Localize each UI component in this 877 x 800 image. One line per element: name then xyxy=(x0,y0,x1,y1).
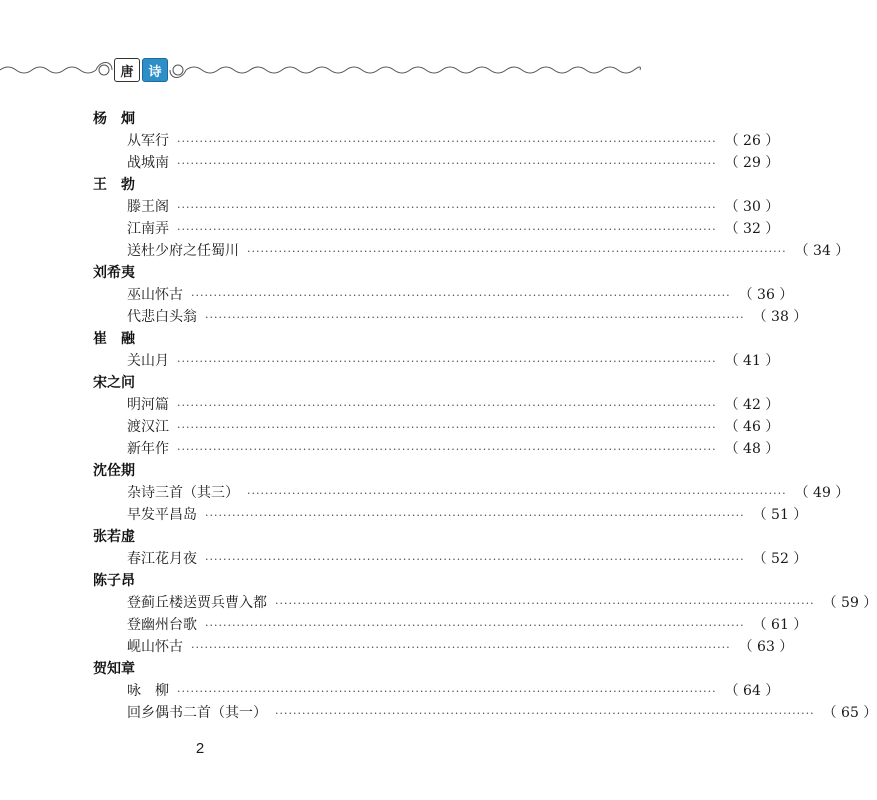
toc-entry[interactable] xyxy=(93,350,780,372)
toc-entry[interactable] xyxy=(93,592,877,614)
toc-leader-dots: ························································································································ xyxy=(275,707,815,720)
toc-leader-dots: ························································································································ xyxy=(177,399,717,412)
toc-entry-page: （ 63 ） xyxy=(738,639,794,655)
toc-entry-title: 登蓟丘楼送贾兵曹入都 xyxy=(127,595,267,611)
toc-entry-title: 回乡偶书二首（其一） xyxy=(127,705,267,721)
toc-entry-page: （ 61 ） xyxy=(752,617,808,633)
toc-entry[interactable] xyxy=(93,218,780,240)
toc-entry[interactable] xyxy=(93,548,808,570)
toc-leader-dots: ························································································································ xyxy=(177,201,717,214)
toc-author: 杨 炯 xyxy=(93,111,135,127)
table-of-contents xyxy=(93,108,877,724)
toc-entry[interactable] xyxy=(93,438,780,460)
toc-entry[interactable] xyxy=(93,152,780,174)
toc-entry[interactable] xyxy=(93,284,794,306)
toc-leader-dots: ························································································································ xyxy=(205,311,745,324)
toc-author: 王 勃 xyxy=(93,177,135,193)
page-number: 2 xyxy=(195,740,205,757)
toc-entry-page: （ 51 ） xyxy=(752,507,808,523)
toc-author: 崔 融 xyxy=(93,331,135,347)
toc-entry[interactable] xyxy=(93,504,808,526)
page-header-ornament xyxy=(0,52,640,88)
toc-entry[interactable] xyxy=(93,702,877,724)
toc-entry-title: 滕王阁 xyxy=(127,199,169,215)
toc-leader-dots: ························································································································ xyxy=(205,509,745,522)
toc-entry-title: 明河篇 xyxy=(127,397,169,413)
toc-entry-page: （ 59 ） xyxy=(822,595,877,611)
toc-leader-dots: ························································································································ xyxy=(191,289,731,302)
toc-entry-title: 渡汉江 xyxy=(127,419,169,435)
toc-entry-page: （ 26 ） xyxy=(724,133,780,149)
toc-author: 刘希夷 xyxy=(93,265,135,281)
toc-entry-title: 从军行 xyxy=(127,133,169,149)
toc-entry-page: （ 49 ） xyxy=(794,485,850,501)
toc-leader-dots: ························································································································ xyxy=(191,641,731,654)
toc-entry-page: （ 65 ） xyxy=(822,705,877,721)
toc-entry[interactable] xyxy=(93,394,780,416)
toc-leader-dots: ························································································································ xyxy=(177,421,717,434)
toc-entry-page: （ 46 ） xyxy=(724,419,780,435)
toc-author: 宋之问 xyxy=(93,375,135,391)
toc-entry-title: 关山月 xyxy=(127,353,169,369)
toc-leader-dots: ························································································································ xyxy=(275,597,815,610)
toc-author: 沈佺期 xyxy=(93,463,135,479)
toc-entry-title: 咏 柳 xyxy=(127,683,169,699)
toc-entry[interactable] xyxy=(93,680,780,702)
toc-entry-page: （ 52 ） xyxy=(752,551,808,567)
toc-entry-title: 登幽州台歌 xyxy=(127,617,197,633)
toc-entry-title: 巫山怀古 xyxy=(127,287,183,303)
toc-entry[interactable] xyxy=(93,636,794,658)
toc-leader-dots: ························································································································ xyxy=(177,157,717,170)
toc-entry-page: （ 32 ） xyxy=(724,221,780,237)
toc-leader-dots: ························································································································ xyxy=(205,553,745,566)
toc-entry[interactable] xyxy=(93,306,808,328)
toc-entry-title: 战城南 xyxy=(127,155,169,171)
tang-badge: 唐 xyxy=(114,58,140,82)
toc-leader-dots: ························································································································ xyxy=(177,443,717,456)
toc-leader-dots: ························································································································ xyxy=(177,685,717,698)
toc-entry[interactable] xyxy=(93,482,850,504)
toc-entry-page: （ 38 ） xyxy=(752,309,808,325)
ornament-line-icon xyxy=(0,52,640,88)
toc-entry[interactable] xyxy=(93,614,808,636)
toc-leader-dots: ························································································································ xyxy=(177,355,717,368)
toc-entry-page: （ 34 ） xyxy=(794,243,850,259)
toc-entry-page: （ 30 ） xyxy=(724,199,780,215)
toc-entry-page: （ 64 ） xyxy=(724,683,780,699)
toc-entry-title: 送杜少府之任蜀川 xyxy=(127,243,239,259)
toc-entry-page: （ 48 ） xyxy=(724,441,780,457)
toc-author: 贺知章 xyxy=(93,661,135,677)
toc-entry-title: 春江花月夜 xyxy=(127,551,197,567)
shi-badge: 诗 xyxy=(142,58,168,82)
toc-leader-dots: ························································································································ xyxy=(177,223,717,236)
toc-entry[interactable] xyxy=(93,196,780,218)
toc-entry-title: 新年作 xyxy=(127,441,169,457)
toc-entry-page: （ 41 ） xyxy=(724,353,780,369)
toc-entry-page: （ 29 ） xyxy=(724,155,780,171)
toc-entry-title: 代悲白头翁 xyxy=(127,309,197,325)
toc-entry-title: 岘山怀古 xyxy=(127,639,183,655)
toc-entry[interactable] xyxy=(93,240,850,262)
toc-author: 陈子昂 xyxy=(93,573,135,589)
toc-leader-dots: ························································································································ xyxy=(247,487,787,500)
toc-entry-title: 江南弄 xyxy=(127,221,169,237)
toc-leader-dots: ························································································································ xyxy=(247,245,787,258)
toc-entry-title: 早发平昌岛 xyxy=(127,507,197,523)
toc-leader-dots: ························································································································ xyxy=(177,135,717,148)
toc-entry-title: 杂诗三首（其三） xyxy=(127,485,239,501)
toc-leader-dots: ························································································································ xyxy=(205,619,745,632)
toc-entry-page: （ 36 ） xyxy=(738,287,794,303)
toc-entry[interactable] xyxy=(93,130,780,152)
toc-entry[interactable] xyxy=(93,416,780,438)
toc-author: 张若虚 xyxy=(93,529,135,545)
toc-entry-page: （ 42 ） xyxy=(724,397,780,413)
